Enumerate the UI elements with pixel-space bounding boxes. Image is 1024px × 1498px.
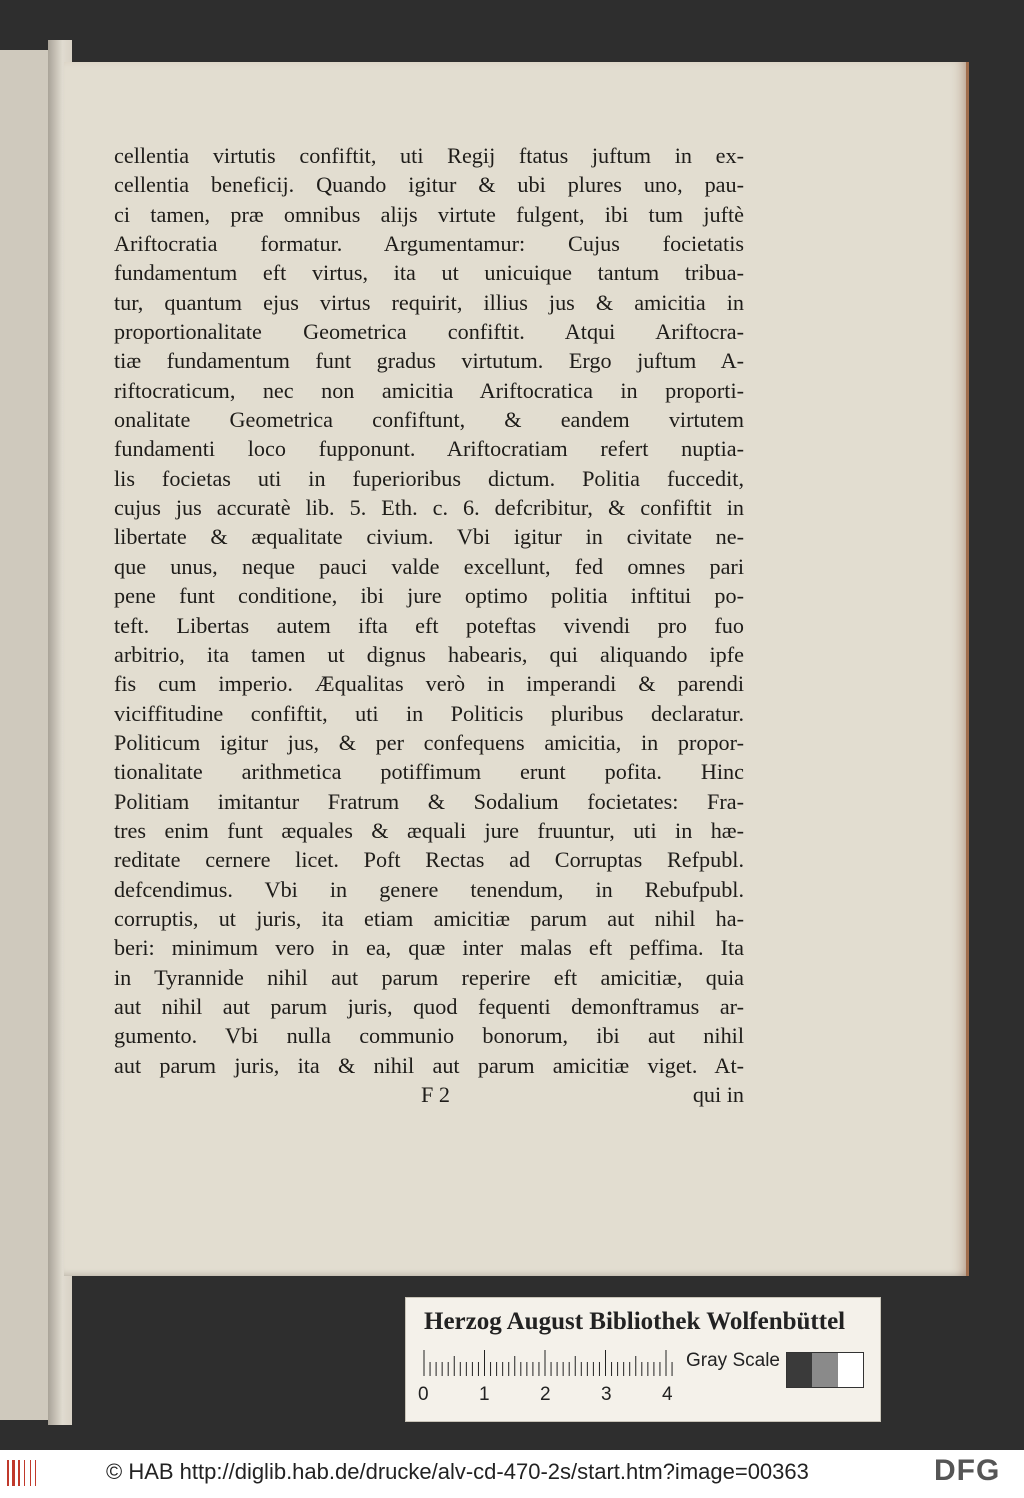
text-line: lis focietas uti in fuperioribus dictum. Politia fuccedit,: [114, 465, 744, 491]
grayscale-swatch: [787, 1353, 812, 1387]
text-line: teft. Libertas autem ifta eft poteftas vivendi pro fuo: [114, 612, 744, 638]
text-line: tur, quantum ejus virtus requirit, illius jus & amicitia in: [114, 289, 744, 315]
text-line: que unus, neque pauci valde excellunt, fed omnes pari: [114, 553, 744, 579]
signature-row: [114, 1080, 744, 1109]
text-line: cellentia beneficij. Quando igitur & ubi plures uno, pau-: [114, 172, 744, 198]
signature-mark: F 2: [421, 1082, 450, 1107]
text-line: fis cum imperio. Æqualitas verò in imperandi & parendi: [114, 671, 744, 697]
text-line: tionalitate arithmetica potiffimum erunt pofita. Hinc: [114, 759, 744, 785]
text-line: ci tamen, præ omnibus alijs virtute fulgent, ibi tum juftè: [114, 201, 744, 227]
text-line: onalitate Geometrica confiftunt, & eandem virtutem: [114, 407, 744, 433]
text-line: tres enim funt æquales & æquali jure fruuntur, uti in hæ-: [114, 817, 744, 843]
text-line: Politiam imitantur Fratrum & Sodalium focietates: Fra-: [114, 788, 744, 814]
text-line: libertate & æqualitate civium. Vbi igitur in civitate ne-: [114, 524, 744, 550]
library-label-card: [405, 1297, 881, 1422]
ruler-number: 2: [540, 1384, 551, 1405]
viewer-footer: [0, 1450, 1024, 1498]
text-line: fundamentum eft virtus, ita ut unicuique tantum tribua-: [114, 260, 744, 286]
text-line: viciffitudine confiftit, uti in Politicis pluribus declaratur.: [114, 700, 744, 726]
text-line: Politicum igitur jus, & per confequens amicitia, in propor-: [114, 729, 744, 755]
grayscale-swatches: [786, 1352, 864, 1388]
text-line: aut nihil aut parum juris, quod fequenti demonftramus ar-: [114, 993, 744, 1019]
text-line: corruptis, ut juris, ita etiam amicitiæ parum aut nihil ha-: [114, 905, 744, 931]
grayscale-swatch: [812, 1353, 837, 1387]
ruler-scale: [422, 1350, 682, 1376]
page-text-block: [114, 141, 744, 1109]
text-line: riftocraticum, nec non amicitia Ariftocratica in proporti-: [114, 377, 744, 403]
text-line: in Tyrannide nihil aut parum reperire eft amicitiæ, quia: [114, 964, 744, 990]
text-line: Ariftocratia formatur. Argumentamur: Cujus focietatis: [114, 231, 744, 257]
ruler-number: 0: [418, 1384, 429, 1405]
text-line: aut parum juris, ita & nihil aut parum amicitiæ viget. At-: [114, 1052, 744, 1078]
library-name: Herzog August Bibliothek Wolfenbüttel: [424, 1308, 846, 1335]
text-line: arbitrio, ita tamen ut dignus habearis, qui aliquando ipfe: [114, 641, 744, 667]
dfg-logo: DFG: [934, 1454, 1001, 1487]
text-line: cellentia virtutis confiftit, uti Regij ftatus juftum in ex-: [114, 143, 744, 168]
copyright-url[interactable]: © HAB http://diglib.hab.de/drucke/alv-cd-470-2s/start.htm?image=00363: [106, 1459, 809, 1484]
text-line: proportionalitate Geometrica confiftit. Atqui Ariftocra-: [114, 319, 744, 345]
ruler-number: 4: [662, 1384, 673, 1405]
catchword: qui in: [692, 1082, 744, 1107]
text-line: pene funt conditione, ibi jure optimo politia inftitui po-: [114, 583, 744, 609]
text-line: reditate cernere licet. Poft Rectas ad Corruptas Refpubl.: [114, 847, 744, 873]
barcode-icon: [6, 1458, 46, 1488]
text-line: defcendimus. Vbi in genere tenendum, in Rebufpubl.: [114, 876, 744, 902]
text-line: tiæ fundamentum funt gradus virtutum. Ergo juftum A-: [114, 348, 744, 374]
text-line: fundamenti loco fupponunt. Ariftocratiam refert nuptia-: [114, 436, 744, 462]
ruler-number: 3: [601, 1384, 612, 1405]
grayscale-label: Gray Scale: [686, 1350, 780, 1371]
grayscale-swatch: [838, 1353, 863, 1387]
text-line: gumento. Vbi nulla communio bonorum, ibi aut nihil: [114, 1023, 744, 1049]
text-line: cujus jus accuratè lib. 5. Eth. c. 6. defcribitur, & confiftit in: [114, 495, 744, 521]
ruler-number: 1: [479, 1384, 490, 1405]
text-line: beri: minimum vero in ea, quæ inter malas eft peffima. Ita: [114, 935, 744, 961]
